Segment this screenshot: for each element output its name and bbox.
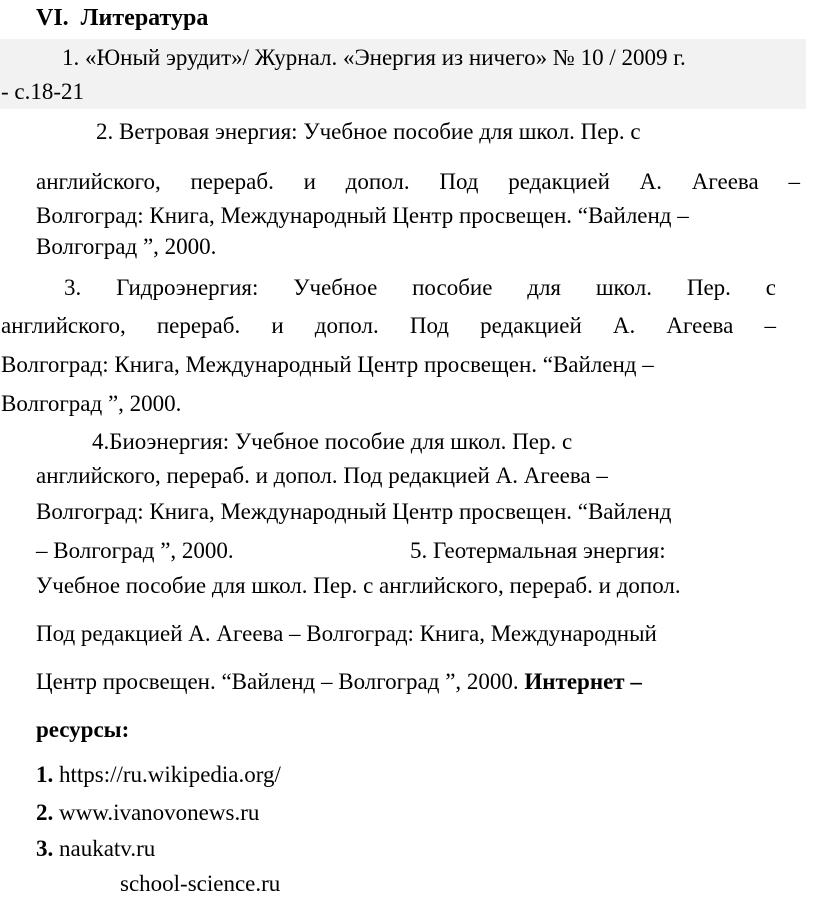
resource-item-2 [36, 799, 259, 827]
internet-heading-part2: ресурсы: [36, 717, 130, 742]
ref5-line1: 5. Геотермальная энергия: [410, 538, 666, 563]
ref2-line3: Волгоград: Книга, Международный Центр просвещен. “Вайленд – [36, 203, 689, 228]
ref4-line1: 4.Биоэнергия: Учебное пособие для школ. Пер. с [92, 429, 573, 454]
ref5-line2: Учебное пособие для школ. Пер. с английского, перераб. и допол. [36, 573, 681, 598]
ref2-line1: 2. Ветровая энергия: Учебное пособие для школ. Пер. с [96, 119, 641, 144]
internet-heading-part1: Интернет – [524, 669, 642, 694]
resource-number: 3. [36, 836, 54, 861]
resource-extra[interactable]: school-science.ru [120, 871, 281, 896]
ref3-line3: Волгоград: Книга, Международный Центр просвещен. “Вайленд – [1, 352, 654, 377]
section-title: Литература [80, 5, 209, 31]
ref3-line4: Волгоград ”, 2000. [1, 391, 182, 416]
resource-item-3 [36, 835, 155, 863]
resource-link[interactable]: www.ivanovonews.ru [59, 800, 260, 825]
ref3-line2: английского, перераб. и допол. Под редакцией А. Агеева – [1, 313, 776, 338]
resource-item-1 [36, 761, 281, 789]
ref4-line4: – Волгоград ”, 2000. [36, 538, 234, 563]
ref2-line2: английского, перераб. и допол. Под редакцией А. Агеева – [36, 169, 800, 194]
section-heading [36, 4, 208, 32]
resource-number: 1. [36, 762, 54, 787]
ref5-line4 [36, 668, 642, 696]
ref1-line1: 1. «Юный эрудит»/ Журнал. «Энергия из ничего» № 10 / 2009 г. [62, 45, 686, 70]
resource-link[interactable]: https://ru.wikipedia.org/ [59, 762, 281, 787]
ref5-line3: Под редакцией А. Агеева – Волгоград: Книга, Международный [36, 621, 657, 646]
resource-number: 2. [36, 800, 54, 825]
ref4-line2: английского, перераб. и допол. Под редакцией А. Агеева – [36, 463, 608, 488]
ref2-line4: Волгоград ”, 2000. [36, 234, 217, 259]
resource-link[interactable]: naukatv.ru [59, 836, 156, 861]
ref1-line2: - с.18-21 [1, 79, 85, 104]
ref4-line3: Волгоград: Книга, Международный Центр просвещен. “Вайленд [36, 499, 672, 524]
ref5-line4-text: Центр просвещен. “Вайленд – Волгоград ”, 2000. [36, 669, 519, 694]
ref3-line1: 3. Гидроэнергия: Учебное пособие для школ. Пер. с [64, 275, 776, 300]
section-number: VI. [36, 5, 69, 31]
